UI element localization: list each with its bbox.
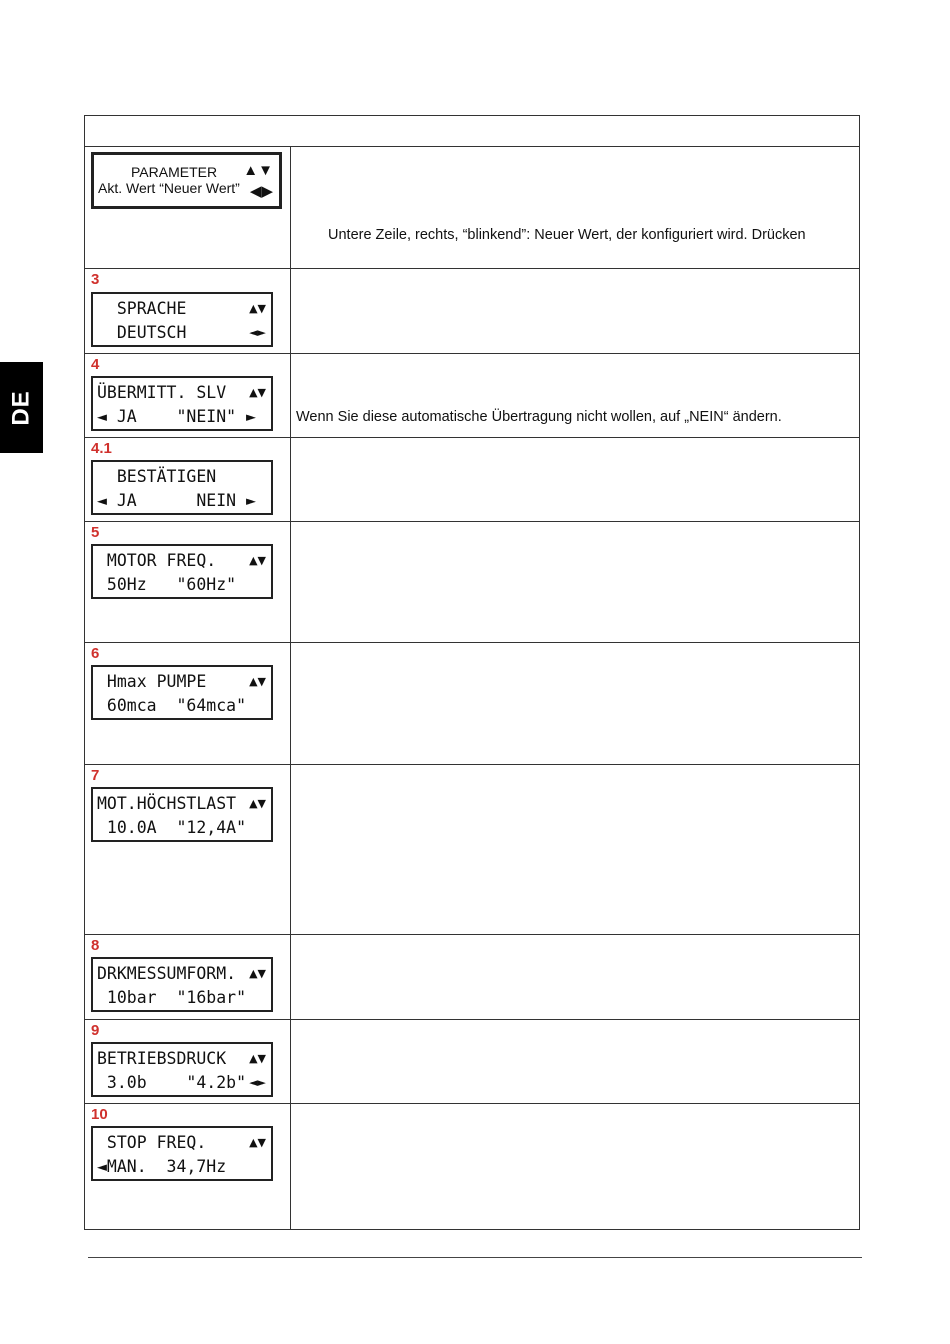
step-description: Wenn Sie diese automatische Übertragung nicht wollen, auf „NEIN“ ändern. bbox=[296, 409, 782, 425]
step-row bbox=[85, 935, 859, 1020]
lcd-line-1: Hmax PUMPE bbox=[97, 672, 207, 691]
footer-divider bbox=[88, 1257, 862, 1258]
step-description-cell bbox=[291, 354, 859, 437]
left-right-arrows-icon: ◄► bbox=[249, 1076, 266, 1089]
table-header-row bbox=[85, 116, 859, 147]
language-tab-label: DE bbox=[7, 389, 35, 426]
display-line-1: PARAMETER bbox=[131, 164, 218, 180]
step-description-cell bbox=[291, 1104, 859, 1229]
step-description-cell bbox=[291, 522, 859, 642]
lcd-line-2: ◄ JA "NEIN" ► bbox=[97, 407, 256, 426]
up-down-arrows-icon: ▲▼ bbox=[243, 162, 273, 179]
step-display-cell bbox=[85, 354, 291, 437]
lcd-line-2: 50Hz "60Hz" bbox=[97, 575, 237, 594]
step-row bbox=[85, 1104, 859, 1229]
intro-description: Untere Zeile, rechts, “blinkend”: Neuer Wert, der konfiguriert wird. Drücken bbox=[328, 227, 806, 243]
step-description-cell bbox=[291, 765, 859, 934]
lcd-line-1: DRKMESSUMFORM. bbox=[97, 964, 237, 983]
up-down-arrows-icon: ▲▼ bbox=[249, 797, 266, 810]
lcd-line-2: 10bar "16bar" bbox=[97, 988, 247, 1007]
lcd-display bbox=[91, 787, 273, 842]
generic-parameter-display bbox=[91, 152, 282, 209]
intro-row bbox=[85, 147, 859, 269]
lcd-line-2: 60mca "64mca" bbox=[97, 696, 247, 715]
step-row bbox=[85, 438, 859, 522]
intro-display-cell bbox=[85, 147, 291, 268]
lcd-line-2: 10.0A "12,4A" bbox=[97, 818, 247, 837]
lcd-display bbox=[91, 665, 273, 720]
step-row bbox=[85, 354, 859, 438]
step-row bbox=[85, 643, 859, 765]
lcd-display bbox=[91, 957, 273, 1012]
step-display-cell bbox=[85, 269, 291, 353]
step-row bbox=[85, 1020, 859, 1104]
lcd-line-1: ÜBERMITT. SLV bbox=[97, 383, 227, 402]
lcd-line-2: ◄ JA NEIN ► bbox=[97, 491, 256, 510]
step-number: 10 bbox=[91, 1106, 108, 1123]
up-down-arrows-icon: ▲▼ bbox=[249, 967, 266, 980]
step-display-cell bbox=[85, 1104, 291, 1229]
step-description-cell bbox=[291, 1020, 859, 1103]
parameter-table bbox=[84, 115, 860, 1230]
step-display-cell bbox=[85, 1020, 291, 1103]
step-number: 5 bbox=[91, 524, 100, 541]
step-row bbox=[85, 269, 859, 354]
left-right-arrows-icon: ◄► bbox=[249, 326, 266, 339]
lcd-display bbox=[91, 460, 273, 515]
lcd-line-2: ◄MAN. 34,7Hz bbox=[97, 1157, 227, 1176]
step-display-cell bbox=[85, 935, 291, 1019]
step-display-cell bbox=[85, 522, 291, 642]
language-tab bbox=[0, 362, 43, 453]
step-display-cell bbox=[85, 643, 291, 764]
step-number: 8 bbox=[91, 937, 100, 954]
step-display-cell bbox=[85, 438, 291, 521]
up-down-arrows-icon: ▲▼ bbox=[249, 554, 266, 567]
left-right-arrows-icon: ◀▶ bbox=[249, 183, 273, 200]
lcd-line-2: DEUTSCH bbox=[97, 323, 187, 342]
lcd-display bbox=[91, 376, 273, 431]
step-row bbox=[85, 765, 859, 935]
up-down-arrows-icon: ▲▼ bbox=[249, 386, 266, 399]
lcd-display bbox=[91, 544, 273, 599]
lcd-line-1: STOP FREQ. bbox=[97, 1133, 207, 1152]
lcd-line-1: SPRACHE bbox=[97, 299, 187, 318]
step-description-cell bbox=[291, 643, 859, 764]
step-number: 9 bbox=[91, 1022, 100, 1039]
lcd-display bbox=[91, 292, 273, 347]
step-number: 3 bbox=[91, 271, 100, 288]
lcd-line-1: MOTOR FREQ. bbox=[97, 551, 217, 570]
display-line-2: Akt. Wert “Neuer Wert” bbox=[98, 180, 240, 196]
step-row bbox=[85, 522, 859, 643]
lcd-line-1: BESTÄTIGEN bbox=[97, 467, 217, 486]
step-number: 4.1 bbox=[91, 440, 112, 457]
step-display-cell bbox=[85, 765, 291, 934]
up-down-arrows-icon: ▲▼ bbox=[249, 675, 266, 688]
step-description-cell bbox=[291, 269, 859, 353]
step-number: 7 bbox=[91, 767, 100, 784]
up-down-arrows-icon: ▲▼ bbox=[249, 302, 266, 315]
up-down-arrows-icon: ▲▼ bbox=[249, 1052, 266, 1065]
step-description-cell bbox=[291, 935, 859, 1019]
lcd-line-2: 3.0b "4.2b" bbox=[97, 1073, 247, 1092]
step-number: 4 bbox=[91, 356, 100, 373]
lcd-display bbox=[91, 1126, 273, 1181]
lcd-line-1: MOT.HÖCHSTLAST bbox=[97, 794, 237, 813]
lcd-line-1: BETRIEBSDRUCK bbox=[97, 1049, 227, 1068]
up-down-arrows-icon: ▲▼ bbox=[249, 1136, 266, 1149]
step-description-cell bbox=[291, 438, 859, 521]
intro-description-cell bbox=[291, 147, 859, 268]
lcd-display bbox=[91, 1042, 273, 1097]
step-number: 6 bbox=[91, 645, 100, 662]
